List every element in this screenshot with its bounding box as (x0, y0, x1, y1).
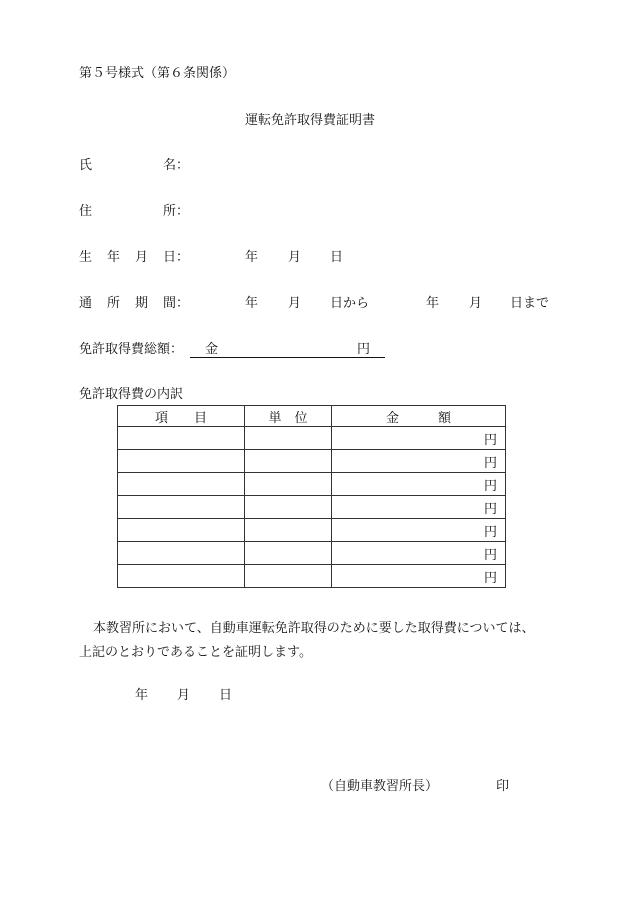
column-header-item: 項 目 (118, 406, 245, 427)
total-amount-prefix: 金 (205, 342, 219, 357)
unit-cell[interactable] (245, 473, 332, 496)
column-header-unit: 単 位 (245, 406, 332, 427)
amount-cell[interactable] (332, 542, 506, 565)
attendance-from-month: 月 (288, 296, 302, 311)
table-row (118, 565, 506, 588)
birthdate-label-colon: ： (176, 250, 190, 265)
birthdate-label-char-3: 月 (135, 250, 149, 265)
item-cell[interactable] (118, 450, 245, 473)
table-header-row (118, 406, 506, 427)
address-label-colon: ： (176, 204, 190, 219)
attendance-label-char-2: 所 (107, 296, 121, 311)
total-amount-suffix: 円 (357, 342, 371, 357)
currency-unit: 円 (483, 501, 497, 517)
attendance-from-year: 年 (245, 296, 259, 311)
breakdown-table (117, 405, 506, 588)
currency-unit: 円 (483, 547, 497, 563)
table-row (118, 473, 506, 496)
attendance-label-colon: ： (176, 296, 190, 311)
issue-date-month: 月 (177, 688, 191, 703)
item-cell[interactable] (118, 519, 245, 542)
birthdate-label-char-1: 生 (79, 250, 93, 265)
item-cell[interactable] (118, 496, 245, 519)
unit-cell[interactable] (245, 565, 332, 588)
currency-unit: 円 (483, 570, 497, 586)
attendance-from-day: 日から (330, 296, 370, 311)
address-label-char-1: 住 (79, 204, 93, 219)
currency-unit: 円 (483, 432, 497, 448)
birthdate-month: 月 (288, 250, 302, 265)
unit-cell[interactable] (245, 519, 332, 542)
form-number: 第５号様式（第６条関係） (79, 66, 236, 81)
attendance-to-year: 年 (426, 296, 440, 311)
table-row (118, 519, 506, 542)
birthdate-label-char-4: 日 (163, 250, 177, 265)
column-header-amount: 金 額 (332, 406, 506, 427)
unit-cell[interactable] (245, 450, 332, 473)
name-label-colon: ： (176, 158, 190, 173)
birthdate-day: 日 (330, 250, 344, 265)
table-row (118, 496, 506, 519)
amount-cell[interactable] (332, 450, 506, 473)
attendance-label-char-1: 通 (79, 296, 93, 311)
attendance-to-month: 月 (469, 296, 483, 311)
seal-mark: 印 (496, 779, 510, 794)
amount-cell[interactable] (332, 496, 506, 519)
issue-date-day: 日 (219, 688, 233, 703)
document-title: 運転免許取得費証明書 (245, 113, 376, 128)
currency-unit: 円 (483, 455, 497, 471)
name-label-char-1: 氏 (79, 158, 93, 173)
breakdown-caption: 免許取得費の内訳 (79, 387, 184, 402)
item-cell[interactable] (118, 473, 245, 496)
item-cell[interactable] (118, 565, 245, 588)
unit-cell[interactable] (245, 427, 332, 450)
signer-title: （自動車教習所長） (321, 779, 439, 794)
table-row (118, 427, 506, 450)
attendance-to-day: 日まで (510, 296, 550, 311)
table-row (118, 450, 506, 473)
attendance-label-char-4: 間 (163, 296, 177, 311)
attendance-label-char-3: 期 (135, 296, 149, 311)
birthdate-label-char-2: 年 (107, 250, 121, 265)
unit-cell[interactable] (245, 496, 332, 519)
table-row (118, 542, 506, 565)
unit-cell[interactable] (245, 542, 332, 565)
item-cell[interactable] (118, 542, 245, 565)
statement-line-2: 上記のとおりであることを証明します。 (79, 645, 312, 660)
currency-unit: 円 (483, 478, 497, 494)
amount-cell[interactable] (332, 427, 506, 450)
amount-cell[interactable] (332, 519, 506, 542)
statement-line-1: 本教習所において、自動車運転免許取得のために要した取得費については、 (93, 621, 535, 636)
item-cell[interactable] (118, 427, 245, 450)
name-label-char-2: 名 (163, 158, 177, 173)
birthdate-year: 年 (245, 250, 259, 265)
address-label-char-2: 所 (163, 204, 177, 219)
issue-date-year: 年 (135, 688, 149, 703)
currency-unit: 円 (483, 524, 497, 540)
total-label: 免許取得費総額： (79, 342, 184, 357)
amount-cell[interactable] (332, 473, 506, 496)
amount-cell[interactable] (332, 565, 506, 588)
total-amount-line[interactable] (190, 342, 385, 358)
